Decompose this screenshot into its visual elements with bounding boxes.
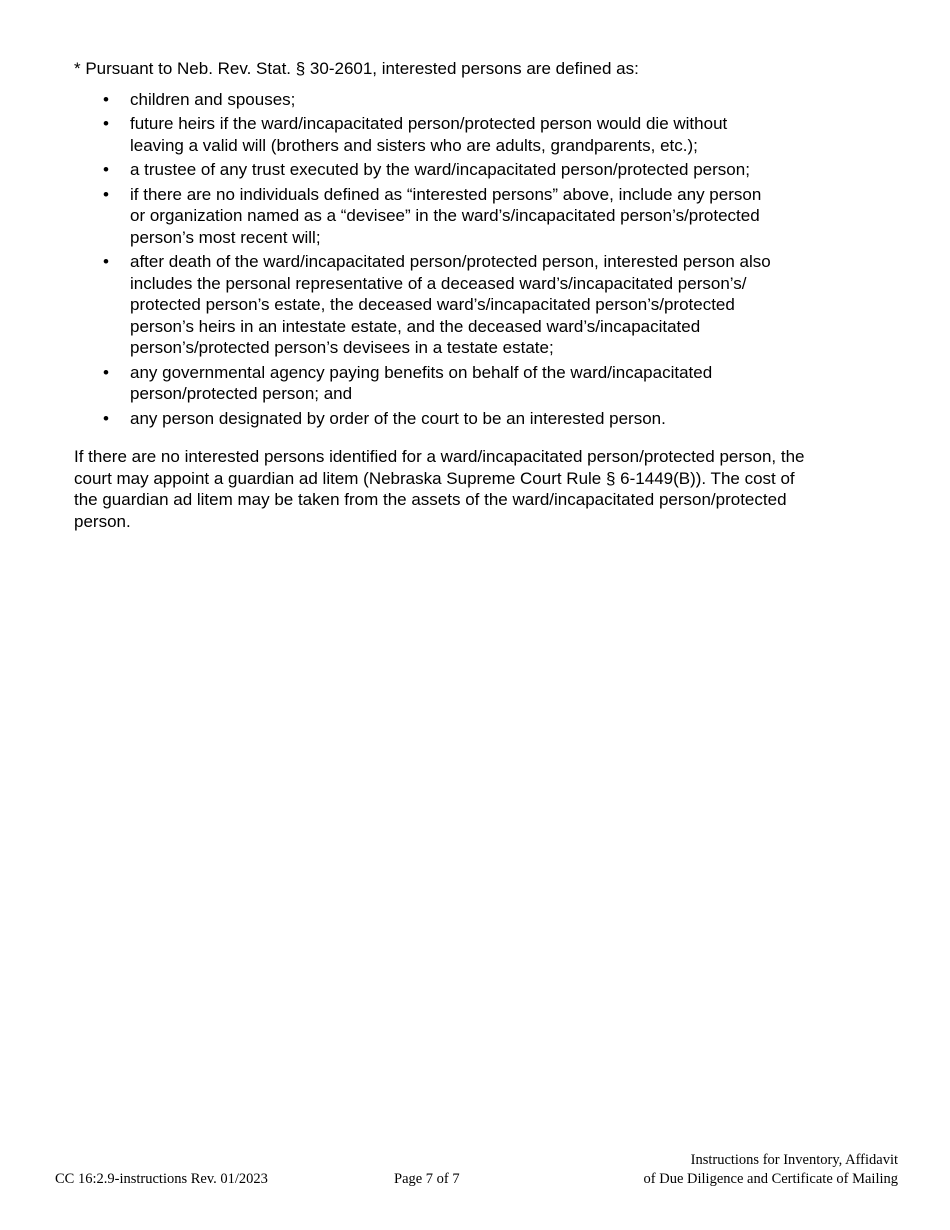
bullet-icon: • [103, 362, 109, 382]
list-item-text: if there are no individuals defined as “interested persons” above, include any person or organization named as a “devisee” in the ward’s/incapacitated person’s/protected person’s most recent will; [130, 184, 762, 247]
intro-paragraph: * Pursuant to Neb. Rev. Stat. § 30-2601, interested persons are defined as: [74, 59, 639, 78]
closing-paragraph: If there are no interested persons identified for a ward/incapacitated person/protected person, the court may appoint a guardian ad litem (Nebraska Supreme Court Rule § 6-1449(B)). The cost of the guardian ad litem may be taken from the assets of the ward/incapacitated person/protected person. [74, 447, 805, 531]
list-item [74, 362, 874, 405]
footer-form-id: CC 16:2.9-instructions Rev. 01/2023 [55, 1171, 268, 1187]
footer-document-title [644, 1151, 898, 1189]
list-item-text: after death of the ward/incapacitated person/protected person, interested person also includes the personal representative of a deceased ward’s/incapacitated person’s/ protected person’s estate, the deceased ward’s/incapacitated person’s/protected person’s heirs in an intestate estate, and the deceased ward’s/incapacitated person’s/protected person’s devisees in a testate estate; [130, 252, 771, 357]
document-body [74, 58, 874, 532]
bullet-icon: • [103, 184, 109, 204]
list-item [74, 159, 874, 181]
list-item-text: any person designated by order of the court to be an interested person. [130, 408, 666, 428]
bullet-icon: • [103, 252, 109, 271]
list-item [74, 184, 874, 249]
footer-page-number: Page 7 of 7 [394, 1171, 460, 1187]
bullet-icon: • [103, 408, 109, 428]
list-item [74, 113, 874, 156]
list-item [74, 89, 874, 111]
list-item [74, 408, 874, 430]
footer-title-line: of Due Diligence and Certificate of Mailing [643, 1171, 898, 1187]
list-item-text: future heirs if the ward/incapacitated person/protected person would die without leaving a valid will (brothers and sisters who are adults, grandparents, etc.); [130, 114, 728, 155]
bullet-icon: • [103, 160, 109, 179]
list-item-text: a trustee of any trust executed by the ward/incapacitated person/protected person; [130, 160, 750, 179]
list-item-text: children and spouses; [130, 89, 296, 109]
list-item-text: any governmental agency paying benefits on behalf of the ward/incapacitated person/protected person; and [130, 362, 713, 403]
bullet-icon: • [103, 89, 109, 109]
list-item [74, 251, 874, 359]
interested-persons-list [74, 89, 874, 430]
footer-title-line: Instructions for Inventory, Affidavit [690, 1152, 898, 1168]
bullet-icon: • [103, 114, 109, 133]
